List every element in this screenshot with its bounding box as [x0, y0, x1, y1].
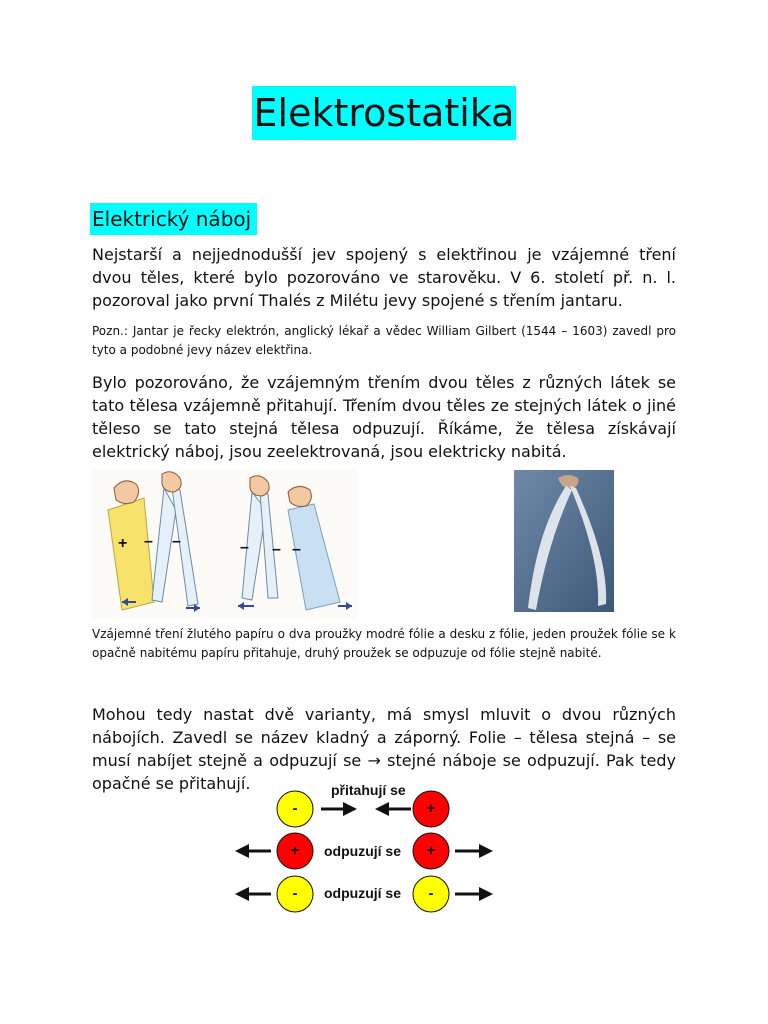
note-paragraph: Pozn.: Jantar je řecky elektrón, anglický lékař a vědec William Gilbert (1544 – 1603) zavedl pro tyto a podobné jevy název elektřina.	[92, 324, 676, 357]
hand-icon	[288, 486, 311, 506]
repel-label: odpuzují se	[324, 885, 401, 901]
arrow-head-icon	[235, 887, 249, 901]
hand-icon	[114, 481, 139, 504]
title-container	[0, 86, 768, 140]
attract-label: přitahují se	[331, 782, 406, 798]
page-title: Elektrostatika	[252, 86, 517, 140]
section-heading: Elektrický náboj	[90, 203, 257, 235]
repel-label: odpuzují se	[324, 843, 401, 859]
arrow-head-icon	[479, 887, 493, 901]
paragraph-observation: Bylo pozorováno, že vzájemným třením dvou těles z různých látek se tato tělesa vzájemně přitahují. Třením dvou těles ze stejných látek o jiné těleso se tato stejná tělesa odpuzují. Říkáme, že tělesa získávají elektrický náboj, jsou zeelektrovaná, jsou elektricky nabitá.	[92, 373, 676, 461]
plus-sign: +	[118, 535, 128, 552]
minus-sign: –	[272, 541, 281, 558]
arrow-head-icon	[479, 844, 493, 858]
minus-sign: –	[144, 533, 153, 550]
charge-sign: -	[292, 800, 298, 817]
friction-illustration	[92, 470, 357, 618]
arrow-head-icon	[235, 844, 249, 858]
paragraph-intro: Nejstarší a nejjednodušší jev spojený s elektřinou je vzájemné tření dvou těles, které bylo pozorováno ve starověku. V 6. století př. n. l. pozoroval jako první Thalés z Milétu jevy spojené s třením jantaru.	[92, 245, 676, 310]
arrow-head-icon	[343, 802, 357, 816]
foil-strips-photo	[514, 470, 614, 612]
minus-sign: –	[172, 533, 181, 550]
minus-sign: –	[240, 539, 249, 556]
charge-sign: +	[426, 842, 436, 859]
charge-sign: -	[292, 885, 298, 902]
charge-sign: +	[290, 842, 300, 859]
figure-caption: Vzájemné tření žlutého papíru o dva proužky modré fólie a desku z fólie, jeden proužek fólie se k opačně nabitému papíru přitahuje, druhý proužek se odpuzuje od fólie stejně nabité.	[92, 627, 676, 660]
charge-sign: +	[426, 800, 436, 817]
charge-sign: -	[428, 885, 434, 902]
arrow-head-icon	[375, 802, 389, 816]
minus-sign: –	[292, 541, 301, 558]
paragraph-conclusion: Mohou tedy nastat dvě varianty, má smysl mluvit o dvou různých nábojích. Zavedl se název kladný a záporný. Folie – tělesa stejná – se musí nabíjet stejně a odpuzují se → stejné náboje se odpuzují. Pak tedy opačné se přitahují.	[92, 705, 676, 793]
charge-interaction-diagram	[225, 780, 505, 920]
